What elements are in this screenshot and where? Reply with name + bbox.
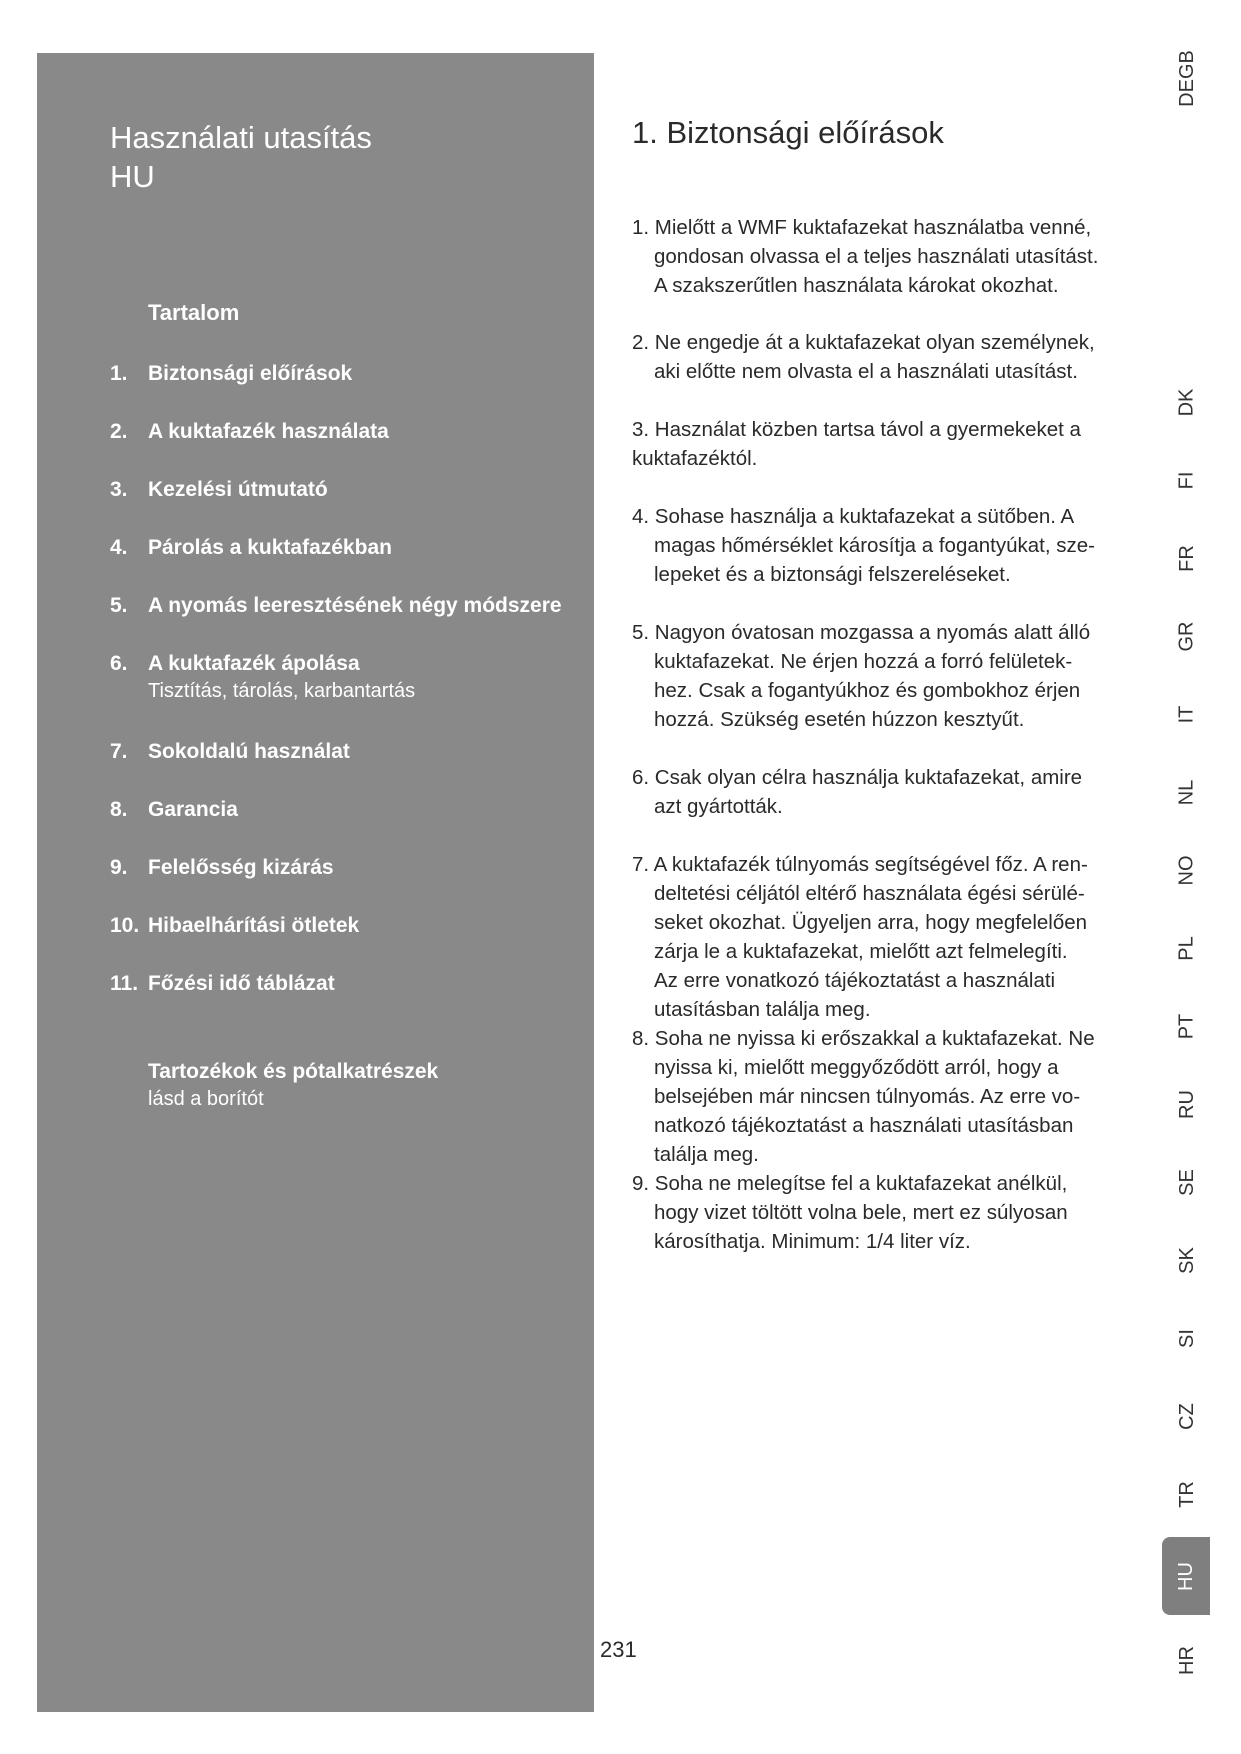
language-tab-cz[interactable] — [1162, 1386, 1212, 1446]
language-tab-label: GR — [1175, 621, 1198, 651]
safety-rule-line: hogy vizet töltött volna bele, mert ez súlyosan — [654, 1201, 1068, 1224]
safety-rule-line: találja meg. — [654, 1143, 759, 1166]
language-tab-tr[interactable] — [1162, 1464, 1212, 1524]
toc-item-label: Felelősség kizárás — [148, 856, 334, 879]
toc-item-number: 5. — [110, 594, 128, 617]
toc-item[interactable] — [110, 740, 350, 764]
toc-item-label: A kuktafazék használata — [148, 420, 389, 443]
safety-rule-line: hez. Csak a fogantyúkhoz és gombokhoz érjen — [654, 679, 1081, 702]
language-tab-sk[interactable] — [1162, 1230, 1212, 1290]
toc-item-number: 10. — [110, 914, 140, 937]
manual-title-text: Használati utasítás — [110, 120, 372, 155]
toc-item-label: A kuktafazék ápolása — [148, 652, 360, 675]
language-tab-hr[interactable] — [1162, 1630, 1212, 1690]
language-tab-it[interactable] — [1162, 684, 1212, 744]
toc-item-subtitle: Tisztítás, tárolás, karbantartás — [148, 680, 416, 702]
language-tab-label: RU — [1175, 1089, 1198, 1119]
toc-item[interactable] — [110, 478, 328, 502]
toc-item-number: 8. — [110, 798, 128, 821]
safety-rule-line: deltetési céljától eltérő használata égési sérülé- — [654, 882, 1085, 905]
toc-item-number: 6. — [110, 652, 128, 675]
accessories-subtitle: lásd a borítót — [148, 1088, 264, 1110]
safety-rule-line: A szakszerűtlen használata károkat okozhat. — [654, 274, 1059, 297]
toc-item-number: 2. — [110, 420, 128, 443]
safety-rule — [632, 213, 1112, 300]
safety-rule-line: belsejében már nincsen túlnyomás. Az erre vo- — [654, 1085, 1081, 1108]
language-tab-label: SE — [1175, 1168, 1198, 1196]
safety-rule — [632, 1024, 1112, 1169]
sidebar-panel — [37, 53, 594, 1712]
language-tab-pt[interactable] — [1162, 996, 1212, 1056]
page-number: 231 — [600, 1637, 637, 1662]
toc-item[interactable] — [110, 972, 335, 996]
safety-rule-line: 9. Soha ne melegítse fel a kuktafazekat anélkül, — [632, 1172, 1068, 1195]
language-tab-label: NL — [1175, 779, 1198, 805]
language-tab-hu[interactable] — [1162, 1537, 1210, 1615]
toc-item-number: 7. — [110, 740, 128, 763]
language-tab-si[interactable] — [1162, 1308, 1212, 1368]
safety-rule — [632, 763, 1112, 821]
safety-rule — [632, 1169, 1112, 1256]
toc-item[interactable] — [110, 856, 334, 880]
safety-rule-line: 8. Soha ne nyissa ki erőszakkal a kuktafazekat. Ne — [632, 1027, 1095, 1050]
safety-rule — [632, 502, 1112, 589]
manual-title — [110, 118, 372, 196]
safety-rule-line: gondosan olvassa el a teljes használati utasítást. — [654, 245, 1099, 268]
accessories-title: Tartozékok és pótalkatrészek — [148, 1060, 439, 1083]
toc-item-label: Sokoldalú használat — [148, 740, 350, 763]
toc-heading: Tartalom — [148, 300, 240, 325]
accessories-note — [148, 1060, 438, 1111]
language-tab-degb[interactable] — [1162, 48, 1212, 108]
safety-rule-line: hozzá. Szükség esetén húzzon kesztyűt. — [654, 708, 1025, 731]
toc-item-label: Főzési idő táblázat — [148, 972, 335, 995]
language-tab-gr[interactable] — [1162, 606, 1212, 666]
safety-rule-line: magas hőmérséklet károsítja a fogantyúkat, sze- — [654, 534, 1095, 557]
safety-rule-line: kuktafazéktól. — [632, 447, 758, 470]
language-tabs — [1162, 0, 1212, 1754]
toc-item[interactable] — [110, 652, 415, 703]
language-tab-label: IT — [1175, 705, 1198, 723]
safety-rule-line: Az erre vonatkozó tájékoztatást a használati — [654, 969, 1056, 992]
safety-rule-line: 3. Használat közben tartsa távol a gyermekeket a — [632, 418, 1081, 441]
safety-rule-line: kuktafazekat. Ne érjen hozzá a forró felületek- — [654, 650, 1073, 673]
language-tab-label: PL — [1175, 935, 1198, 961]
language-tab-no[interactable] — [1162, 840, 1212, 900]
language-tab-label: DEGB — [1175, 49, 1198, 107]
toc-item-label: Kezelési útmutató — [148, 478, 328, 501]
language-tab-label: CZ — [1175, 1402, 1198, 1430]
language-tab-label: FR — [1175, 544, 1198, 572]
language-tab-label: PT — [1175, 1013, 1198, 1039]
section-title: 1. Biztonsági előírások — [632, 115, 944, 150]
language-tab-label: DK — [1175, 388, 1198, 416]
safety-rule-line: 4. Sohase használja a kuktafazekat a sütőben. A — [632, 505, 1075, 528]
toc-item-number: 4. — [110, 536, 128, 559]
language-tab-ru[interactable] — [1162, 1074, 1212, 1134]
safety-rule-line: seket okozhat. Ügyeljen arra, hogy megfelelően — [654, 911, 1088, 934]
language-tab-se[interactable] — [1162, 1152, 1212, 1212]
toc-item[interactable] — [110, 914, 359, 938]
toc-item-label: Garancia — [148, 798, 238, 821]
safety-rule — [632, 328, 1112, 386]
language-tab-label: TR — [1175, 1480, 1198, 1508]
toc-item[interactable] — [110, 420, 389, 444]
language-tab-label: HU — [1174, 1561, 1197, 1591]
safety-rule-line: zárja le a kuktafazekat, mielőtt azt felmelegíti. — [654, 940, 1068, 963]
language-tab-label: NO — [1175, 855, 1198, 885]
toc-item-label: Biztonsági előírások — [148, 362, 353, 385]
language-tab-label: SK — [1175, 1246, 1198, 1274]
language-tab-label: HR — [1175, 1645, 1198, 1675]
language-tab-label: SI — [1175, 1328, 1198, 1348]
safety-rule — [632, 618, 1112, 734]
toc-item-number: 11. — [110, 972, 139, 995]
safety-rule-line: 5. Nagyon óvatosan mozgassa a nyomás alatt álló — [632, 621, 1091, 644]
language-tab-dk[interactable] — [1162, 372, 1212, 432]
toc-item-number: 9. — [110, 856, 128, 879]
language-tab-nl[interactable] — [1162, 762, 1212, 822]
safety-rule — [632, 850, 1112, 1024]
safety-rule-line: 6. Csak olyan célra használja kuktafazekat, amire — [632, 766, 1083, 789]
toc-item[interactable] — [110, 798, 238, 822]
toc-item-label: Párolás a kuktafazékban — [148, 536, 392, 559]
manual-language-code: HU — [110, 159, 155, 194]
safety-rule — [632, 415, 1112, 473]
toc-item-number: 3. — [110, 478, 128, 501]
language-tab-pl[interactable] — [1162, 918, 1212, 978]
language-tab-label: FI — [1175, 471, 1198, 489]
safety-rule-line: azt gyártották. — [654, 795, 783, 818]
safety-rule-line: 1. Mielőtt a WMF kuktafazekat használatba venné, — [632, 216, 1092, 239]
safety-rule-line: lepeket és a biztonsági felszereléseket. — [654, 563, 1011, 586]
toc-item[interactable] — [110, 536, 392, 560]
safety-rule-line: natkozó tájékoztatást a használati utasításban — [654, 1114, 1074, 1137]
language-tab-fr[interactable] — [1162, 528, 1212, 588]
safety-rule-line: 7. A kuktafazék túlnyomás segítségével főz. A ren- — [632, 853, 1088, 876]
safety-rule-line: utasításban találja meg. — [654, 998, 871, 1021]
safety-rule-line: 2. Ne engedje át a kuktafazekat olyan személynek, — [632, 331, 1095, 354]
toc-item[interactable] — [110, 594, 562, 618]
toc-item-label: Hibaelhárítási ötletek — [148, 914, 360, 937]
safety-rule-line: nyissa ki, mielőtt meggyőződött arról, hogy a — [654, 1056, 1059, 1079]
safety-rule-line: aki előtte nem olvasta el a használati utasítást. — [654, 360, 1078, 383]
language-tab-fi[interactable] — [1162, 450, 1212, 510]
toc-item[interactable] — [110, 362, 352, 386]
safety-rule-line: károsíthatja. Minimum: 1/4 liter víz. — [654, 1230, 971, 1253]
toc-item-number: 1. — [110, 362, 128, 385]
toc-item-label: A nyomás leeresztésének négy módszere — [148, 594, 562, 617]
